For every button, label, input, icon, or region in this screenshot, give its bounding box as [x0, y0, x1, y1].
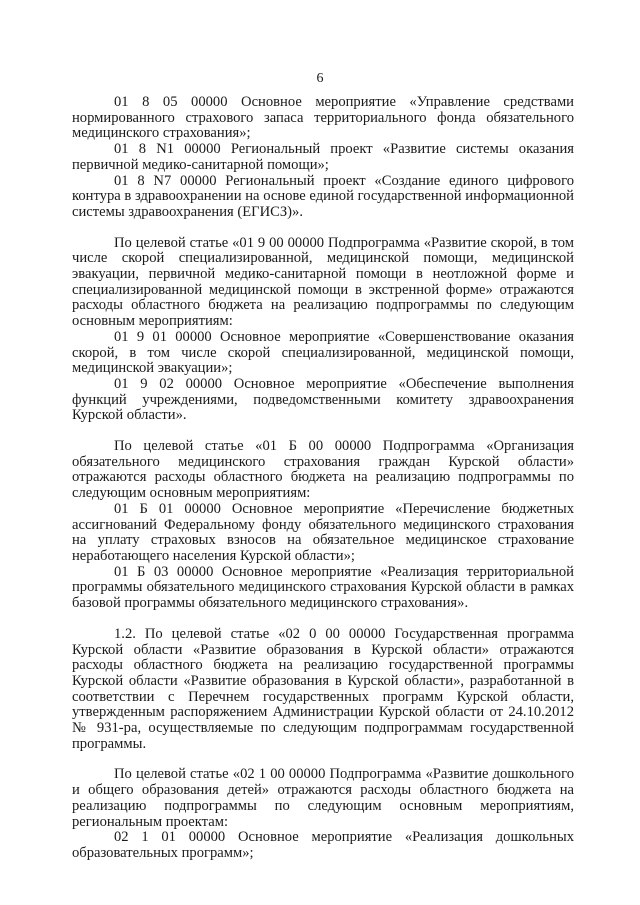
page-number: 6	[316, 71, 324, 86]
document-body	[72, 95, 574, 862]
paragraph: 01 Б 01 00000 Основное мероприятие «Перечисление бюджетных ассигнований Федеральному фонду обязательного медицинского страхования на уплату страховых взносов на обязательное медицинское страхование неработающего населения Курской области»;	[72, 500, 574, 564]
paragraph: 1.2. По целевой статье «02 0 00 00000 Государственная программа Курской области «Развитие образования в Курской области» отражаются расходы областного бюджета на реализацию государственной программы Курской области «Развитие образования в Курской области», разработанной в соответствии с Перечнем государственных программ Курской области, утвержденным распоряжением Администрации Курской области от 24.10.2012 № 931-ра, осуществляемые по следующим подпрограммам государственной программы.	[72, 625, 574, 752]
paragraph: 01 Б 03 00000 Основное мероприятие «Реализация территориальной программы обязательного медицинского страхования Курской области в рамках базовой программы обязательного медицинского страхования».	[72, 563, 574, 612]
paragraph: 01 8 N1 00000 Региональный проект «Развитие системы оказания первичной медико-санитарной помощи»;	[72, 141, 574, 173]
paragraph: 01 8 N7 00000 Региональный проект «Создание единого цифрового контура в здравоохранении на основе единой государственной информационной системы здравоохранения (ЕГИСЗ)».	[72, 172, 574, 220]
paragraph: 01 9 01 00000 Основное мероприятие «Совершенствование оказания скорой, в том числе скорой специализированной, медицинской помощи, медицинской эвакуации»;	[72, 328, 574, 377]
paragraph: По целевой статье «01 9 00 00000 Подпрограмма «Развитие скорой, в том числе скорой специализированной, медицинской помощи, медицинской эвакуации, первичной медико-санитарной помощи в неотложной форме и специализированной медицинской помощи в экстренной форме» отражаются расходы областного бюджета на реализацию подпрограммы по следующим основным мероприятиям:	[72, 234, 574, 330]
paragraph: 02 1 01 00000 Основное мероприятие «Реализация дошкольных образовательных программ»;	[72, 829, 574, 861]
paragraph: По целевой статье «01 Б 00 00000 Подпрограмма «Организация обязательного медицинского страхования граждан Курской области» отражаются расходы областного бюджета на реализацию подпрограммы по следующим основным мероприятиям:	[72, 438, 574, 502]
paragraph: 01 9 02 00000 Основное мероприятие «Обеспечение выполнения функций учреждениями, подведомственными комитету здравоохранения Курской области».	[72, 375, 574, 424]
paragraph: 01 8 05 00000 Основное мероприятие «Управление средствами нормированного страхового запаса территориального фонда обязательного медицинского страхования»;	[72, 94, 574, 142]
paragraph: По целевой статье «02 1 00 00000 Подпрограмма «Развитие дошкольного и общего образования детей» отражаются расходы областного бюджета на реализацию подпрограммы по следующим основным мероприятиям, региональным проектам:	[72, 766, 574, 830]
